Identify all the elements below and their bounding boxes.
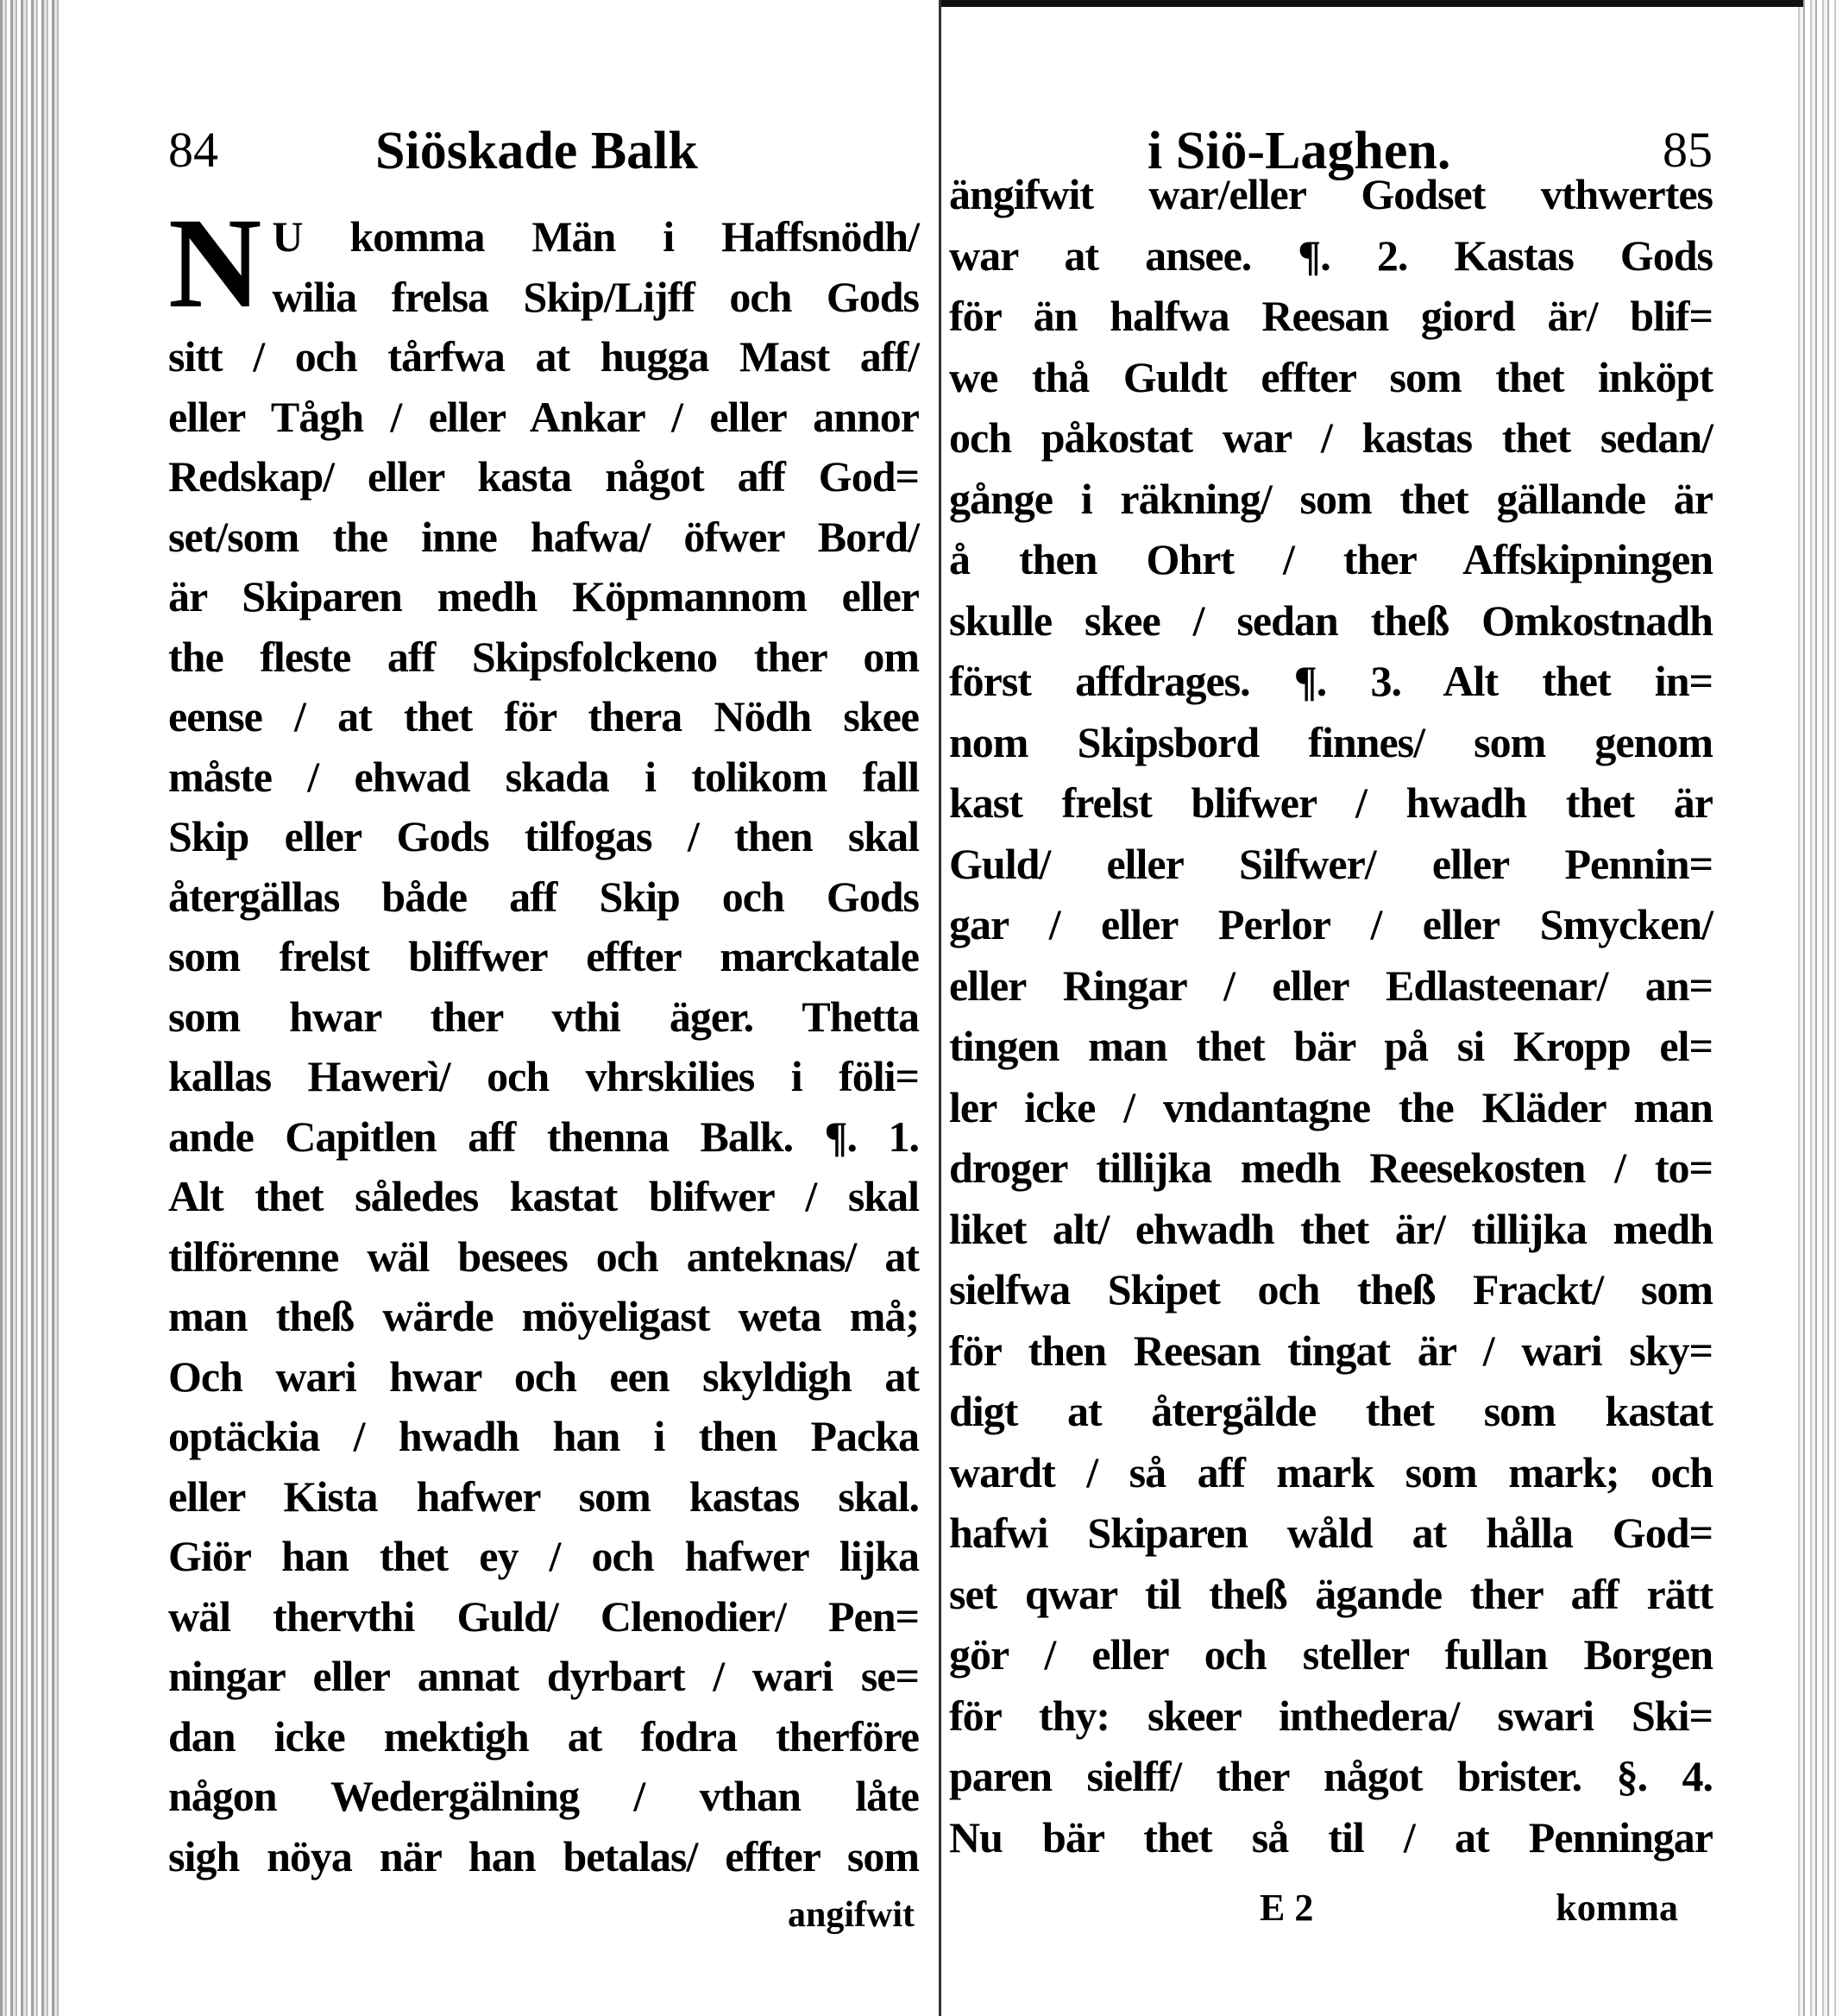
text-line: återgällas både aff Skip och Gods (168, 872, 919, 921)
text-line: droger tillijka medh Reesekosten / to= (949, 1143, 1713, 1192)
text-line: och påkostat war / kastas thet sedan/ (949, 413, 1713, 462)
text-line: Giör han thet ey / och hafwer lijka (168, 1532, 919, 1580)
text-line: optäckia / hwadh han i then Packa (168, 1412, 919, 1460)
left-page-text (168, 192, 919, 1887)
text-line: gar / eller Perlor / eller Smycken/ (949, 900, 1713, 948)
catchword: komma (1556, 1887, 1678, 1929)
text-line: måste / ehwad skada i tolikom fall (168, 752, 919, 801)
page-number: 84 (168, 122, 218, 178)
text-line: man theß wärde möyeligast weta må; (168, 1292, 919, 1340)
scan-border (940, 0, 1803, 7)
text-line: ler icke / vndantagne the Kläder man (949, 1082, 1713, 1131)
text-line: digt at återgälde thet som kastat (949, 1387, 1713, 1435)
catchword: angifwit (788, 1895, 915, 1935)
text-line: set qwar til theß ägande ther aff rätt (949, 1569, 1713, 1618)
left-page-header (168, 121, 919, 190)
running-head: i Siö-Laghen. (1148, 122, 1451, 180)
text-line: för then Reesan tingat är / wari sky= (949, 1326, 1713, 1375)
text-line: liket alt/ ehwadh thet är/ tillijka medh (949, 1204, 1713, 1253)
text-line: sitt / och tårfwa at hugga Mast aff/ (168, 332, 919, 381)
text-line: Guld/ eller Silfwer/ eller Pennin= (949, 839, 1713, 888)
text-line: the fleste aff Skipsfolckeno ther om (168, 632, 919, 681)
text-line: paren sielff/ ther något brister. §. 4. (949, 1752, 1713, 1800)
text-line: wardt / så aff mark som mark; och (949, 1447, 1713, 1496)
text-line: för än halfwa Reesan giord är/ blif= (949, 292, 1713, 340)
text-line: eller Tågh / eller Ankar / eller annor (168, 392, 919, 441)
text-line: kast frelst blifwer / hwadh thet är (949, 778, 1713, 827)
text-line: Nu bär thet så til / at Penningar (949, 1812, 1713, 1862)
text-line: wilia frelsa Skip/Lijff och Gods (272, 272, 919, 321)
text-line: som frelst bliffwer effter marckatale (168, 932, 919, 980)
text-line: först affdrages. ¶. 3. Alt thet in= (949, 657, 1713, 705)
text-line: ande Capitlen aff thenna Balk. ¶. 1. (168, 1112, 919, 1161)
book-gutter (939, 0, 941, 2016)
text-line: Skip eller Gods tilfogas / then skal (168, 812, 919, 860)
text-line: sielfwa Skipet och theß Frackt/ som (949, 1265, 1713, 1314)
drop-cap: N (168, 192, 262, 335)
text-line: eller Kista hafwer som kastas skal. (168, 1471, 919, 1521)
text-line: kallas Hawerì/ och vhrskilies i föli= (168, 1052, 919, 1100)
text-line: dan icke mektigh at fodra therföre (168, 1711, 919, 1761)
signature-mark: E 2 (1260, 1887, 1314, 1929)
text-line: tilförenne wäl besees och anteknas/ at (168, 1232, 919, 1281)
text-line: hafwi Skiparen wåld at hålla God= (949, 1509, 1713, 1557)
text-line: sigh nöya när han betalas/ effter som (168, 1831, 919, 1881)
page-edge-right (1793, 0, 1836, 2016)
text-line: Alt thet således kastat blifwer / skal (168, 1172, 919, 1220)
text-line: ängifwit war/eller Godset vthwertes (949, 170, 1713, 218)
text-line: för thy: skeer inthedera/ swari Ski= (949, 1691, 1713, 1740)
text-line: ningar eller annat dyrbart / wari se= (168, 1652, 919, 1700)
text-line: gånge i räkning/ som thet gällande är (949, 474, 1713, 523)
text-line: som hwar ther vthi äger. Thetta (168, 992, 919, 1041)
text-line: nom Skipsbord finnes/ som genom (949, 717, 1713, 766)
page-edge-left (0, 0, 60, 2016)
text-line: U komma Män i Haffsnödh/ (272, 212, 919, 261)
text-line: Redskap/ eller kasta något aff God= (168, 452, 919, 501)
text-line: skulle skee / sedan theß Omkostnadh (949, 595, 1713, 645)
text-line: Och wari hwar och een skyldigh at (168, 1351, 919, 1401)
text-line: gör / eller och steller fullan Borgen (949, 1630, 1713, 1679)
text-line: tingen man thet bär på si Kropp el= (949, 1022, 1713, 1070)
text-line: wäl thervthi Guld/ Clenodier/ Pen= (168, 1591, 919, 1641)
page-number: 85 (1663, 122, 1713, 178)
running-head: Siöskade Balk (375, 122, 698, 180)
text-line: set/som the inne hafwa/ öfwer Bord/ (168, 512, 919, 561)
right-page-text (949, 164, 1713, 1868)
text-line: å then Ohrt / ther Affskipningen (949, 535, 1713, 583)
text-line: är Skiparen medh Köpmannom eller (168, 572, 919, 621)
text-line: we thå Guldt effter som thet inköpt (949, 352, 1713, 401)
text-line: någon Wedergälning / vthan låte (168, 1772, 919, 1820)
text-line: war at ansee. ¶. 2. Kastas Gods (949, 230, 1713, 280)
text-line: eense / at thet för thera Nödh skee (168, 692, 919, 740)
text-line: eller Ringar / eller Edlasteenar/ an= (949, 961, 1713, 1010)
